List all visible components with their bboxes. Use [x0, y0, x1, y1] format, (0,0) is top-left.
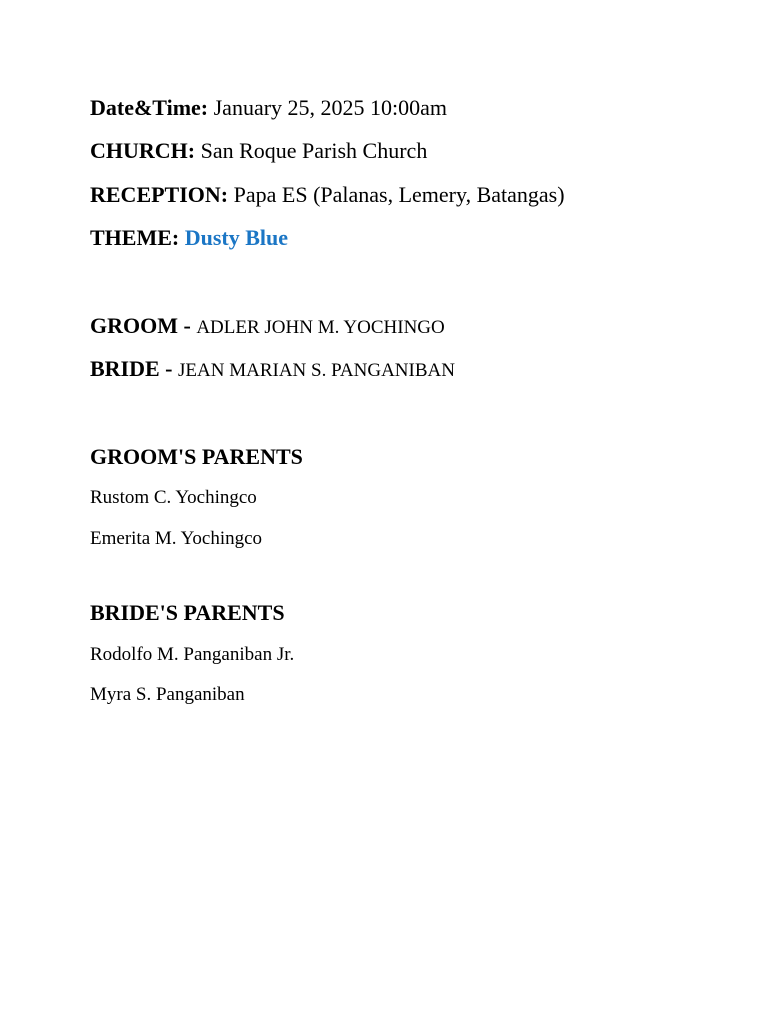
reception-value: Papa ES (Palanas, Lemery, Batangas)	[233, 182, 565, 207]
bride-line	[90, 358, 455, 380]
brides-parent-1: Rodolfo M. Panganiban Jr.	[90, 644, 295, 665]
theme-label: THEME:	[90, 225, 180, 250]
grooms-parent-2: Emerita M. Yochingco	[90, 528, 263, 549]
groom-line	[90, 315, 445, 337]
church-value: San Roque Parish Church	[200, 138, 428, 163]
brides-parents-heading: BRIDE'S PARENTS	[90, 600, 285, 625]
reception-label: RECEPTION:	[90, 182, 229, 207]
church-line	[90, 140, 427, 162]
grooms-parent-1: Rustom C. Yochingco	[90, 487, 257, 508]
groom-name: ADLER JOHN M. YOCHINGO	[196, 317, 445, 338]
bride-name: JEAN MARIAN S. PANGANIBAN	[178, 360, 455, 381]
brides-parent-2: Myra S. Panganiban	[90, 684, 245, 705]
theme-line	[90, 227, 288, 249]
reception-line	[90, 184, 565, 206]
church-label: CHURCH:	[90, 138, 196, 163]
bride-label: BRIDE -	[90, 356, 173, 381]
theme-value: Dusty Blue	[184, 225, 289, 250]
datetime-label: Date&Time:	[90, 95, 209, 120]
groom-label: GROOM -	[90, 313, 191, 338]
grooms-parents-heading: GROOM'S PARENTS	[90, 444, 303, 469]
datetime-line	[90, 97, 447, 119]
datetime-value: January 25, 2025 10:00am	[213, 95, 448, 120]
